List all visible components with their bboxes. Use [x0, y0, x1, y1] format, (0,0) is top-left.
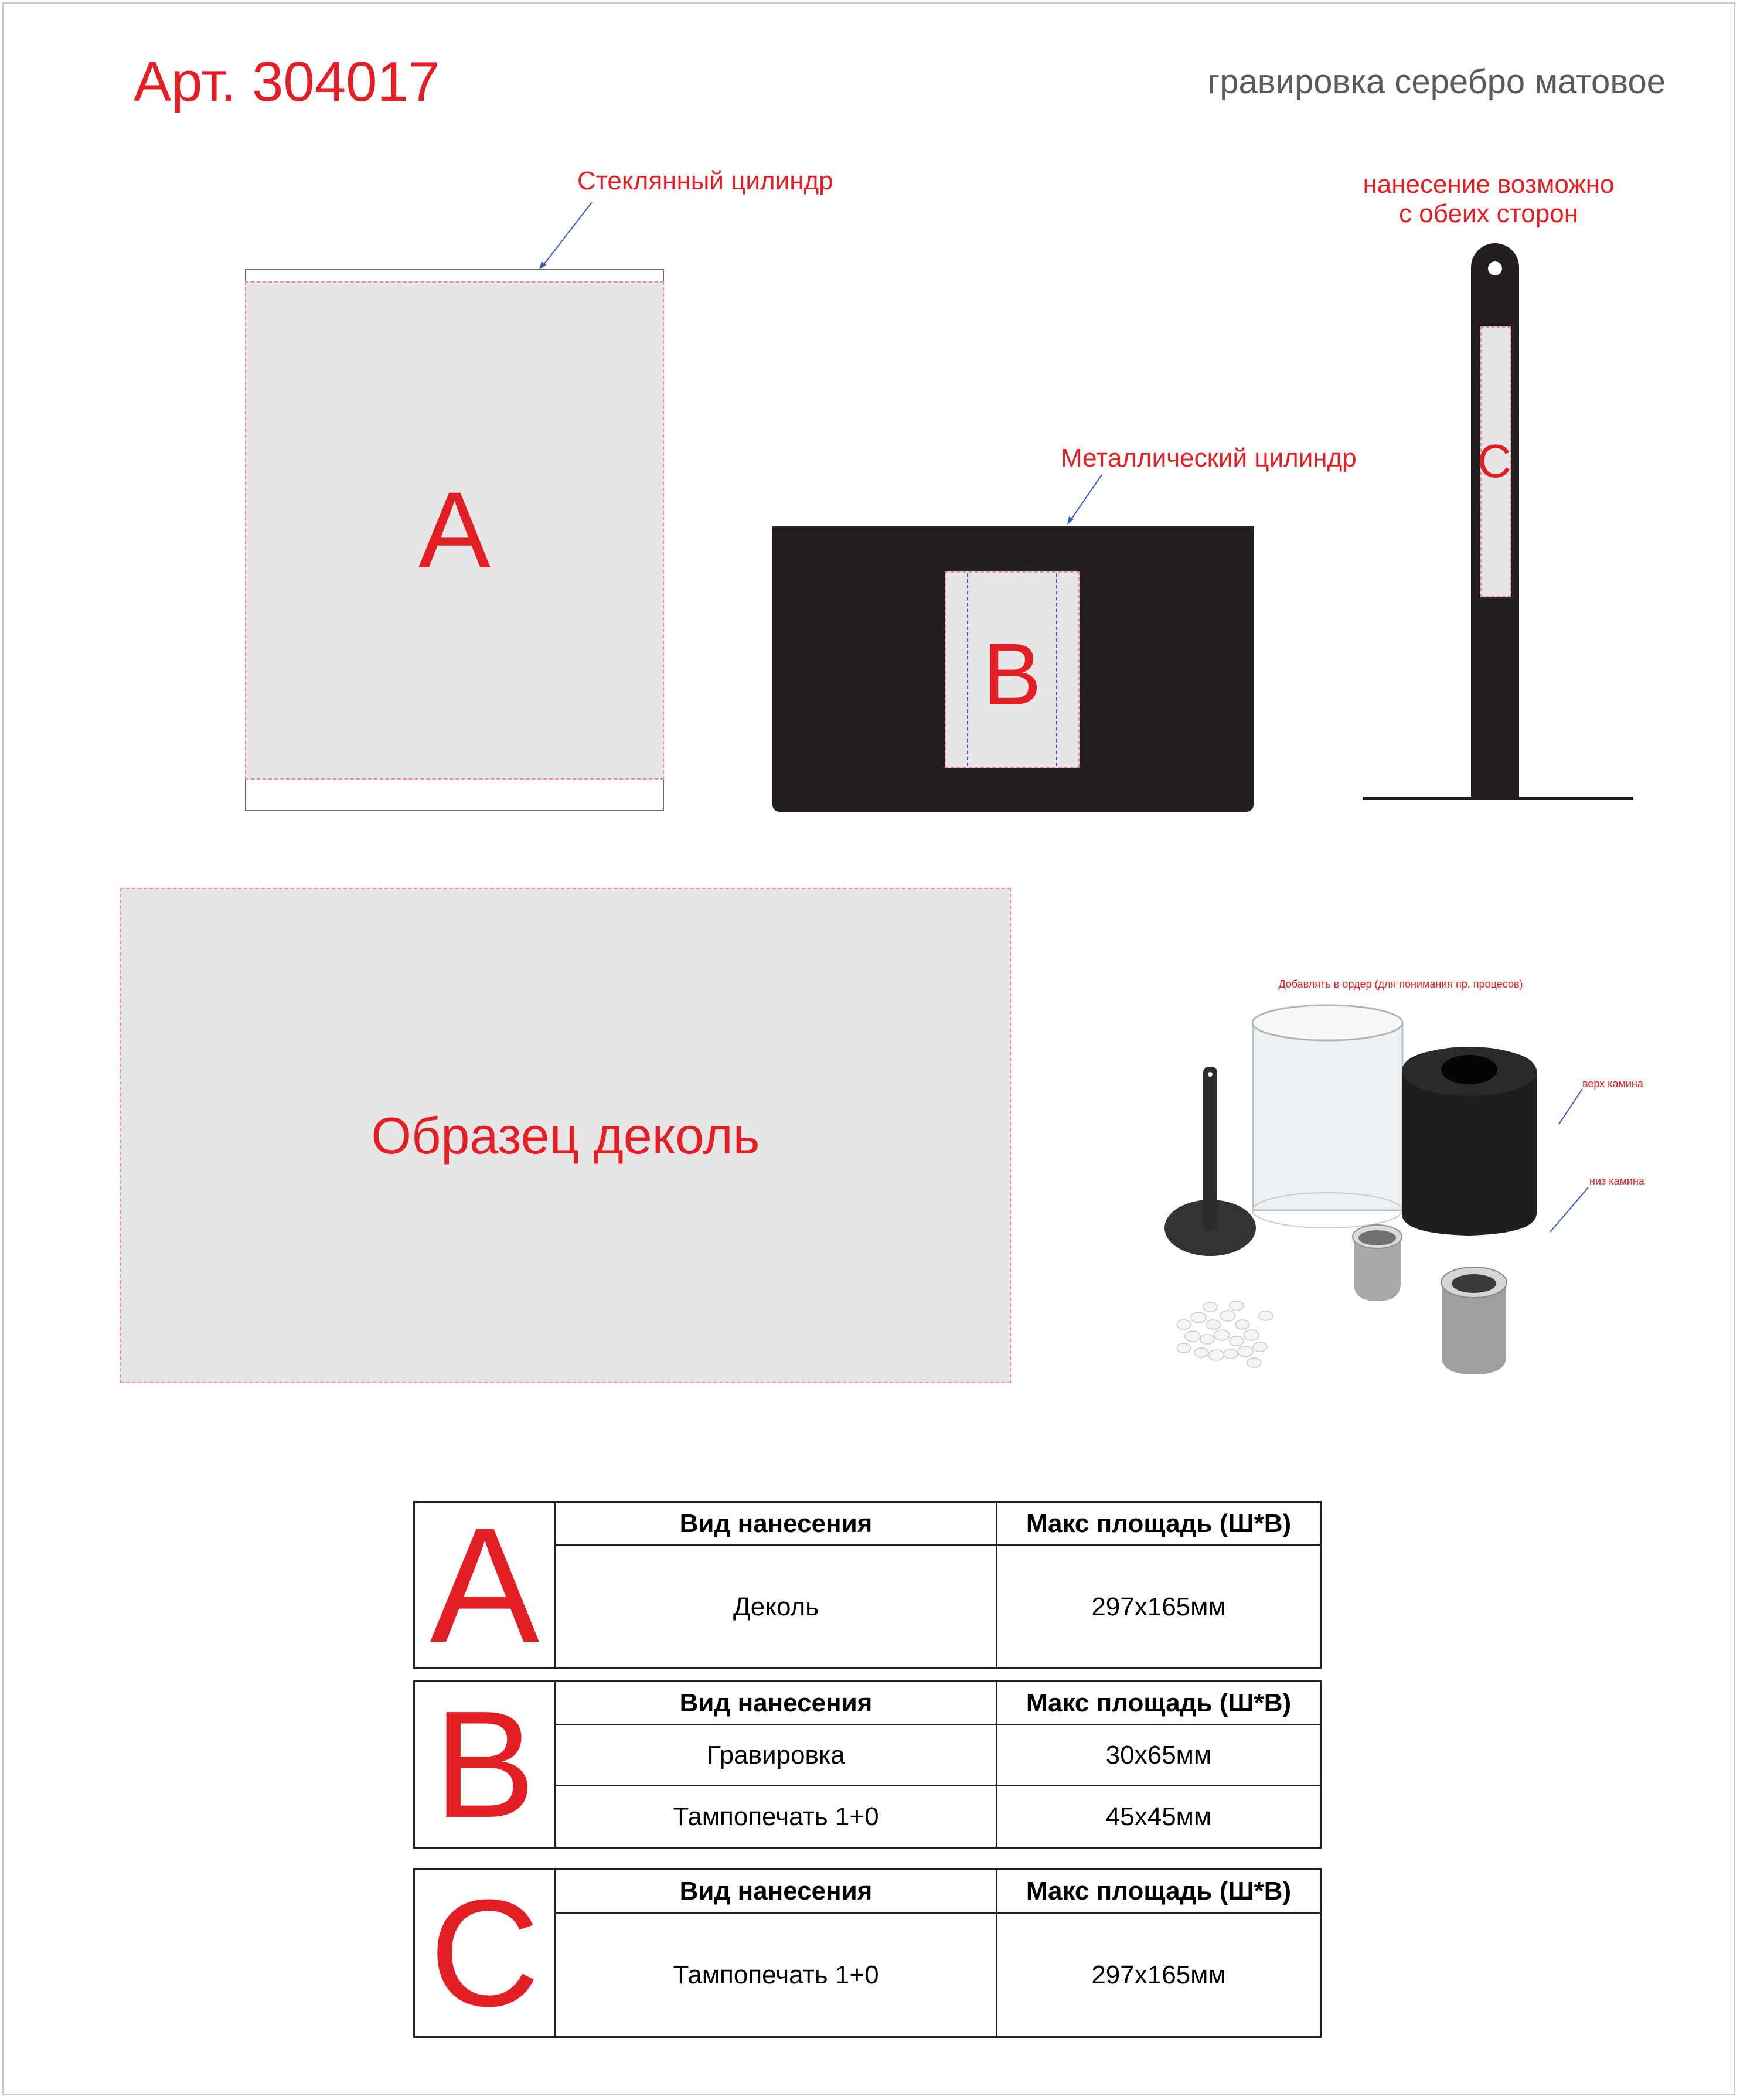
post-hole: [1488, 261, 1502, 275]
spec-c-header-area: Макс площадь (Ш*В): [997, 1870, 1321, 1913]
photo-steel-cup-large: [1441, 1267, 1507, 1374]
spec-c-row1-type: Тампопечать 1+0: [556, 1913, 997, 2037]
zone-a-letter: A: [418, 470, 491, 591]
decal-sample-label: Образец деколь: [371, 1107, 760, 1165]
spec-table-a: [413, 1493, 1322, 1677]
post-label-line1: нанесение возможно: [1363, 170, 1615, 199]
glass-leader-line: [542, 202, 592, 267]
spec-table-c: [413, 1868, 1322, 2038]
metal-leader-line: [1070, 475, 1102, 522]
photo-black-body: [1402, 1047, 1537, 1236]
zone-b-letter: B: [982, 625, 1042, 723]
photo-note: Добавлять в ордер (для понимания пр. процесов): [1278, 978, 1523, 990]
spec-b-row2-area: 45x45мм: [997, 1786, 1321, 1848]
spec-b-row1-type: Гравировка: [556, 1725, 997, 1786]
photo-bottom-leader: [1550, 1187, 1588, 1232]
spec-a-header-type: Вид нанесения: [556, 1502, 997, 1546]
spec-a-letter: A: [414, 1502, 556, 1669]
product-photo: [1149, 996, 1676, 1395]
spec-b-row1-area: 30x65мм: [997, 1725, 1321, 1786]
spec-b-row2-type: Тампопечать 1+0: [556, 1786, 997, 1848]
spec-b-letter: B: [414, 1682, 556, 1848]
spec-a-row1-area: 297x165мм: [997, 1546, 1321, 1669]
metal-cylinder-label: Металлический цилиндр: [1061, 444, 1357, 472]
photo-top-leader: [1559, 1089, 1582, 1124]
spec-table-b: [413, 1680, 1322, 1849]
photo-glass-cylinder: [1252, 1005, 1402, 1228]
article-title: Арт. 304017: [134, 50, 440, 113]
photo-post: [1164, 1067, 1256, 1256]
finish-subtitle: гравировка серебро матовое: [1207, 63, 1666, 101]
spec-c-header-type: Вид нанесения: [556, 1870, 997, 1913]
spec-b-header-area: Макс площадь (Ш*В): [997, 1682, 1321, 1725]
spec-c-letter: C: [414, 1870, 556, 2037]
photo-pebbles: [1177, 1301, 1273, 1367]
post-base-line: [1363, 797, 1633, 800]
spec-a-row1-type: Деколь: [556, 1546, 997, 1669]
glass-cylinder-label: Стеклянный цилиндр: [577, 166, 833, 195]
post-label-line2: с обеих сторон: [1398, 199, 1579, 228]
spec-c-row1-area: 297x165мм: [997, 1913, 1321, 2037]
zone-c-letter: C: [1477, 435, 1511, 487]
spec-b-header-type: Вид нанесения: [556, 1682, 997, 1725]
photo-bottom-label: низ камина: [1589, 1175, 1644, 1187]
photo-top-label: верх камина: [1582, 1078, 1643, 1090]
photo-steel-cup-small: [1353, 1225, 1402, 1301]
spec-a-header-area: Макс площадь (Ш*В): [997, 1502, 1321, 1546]
